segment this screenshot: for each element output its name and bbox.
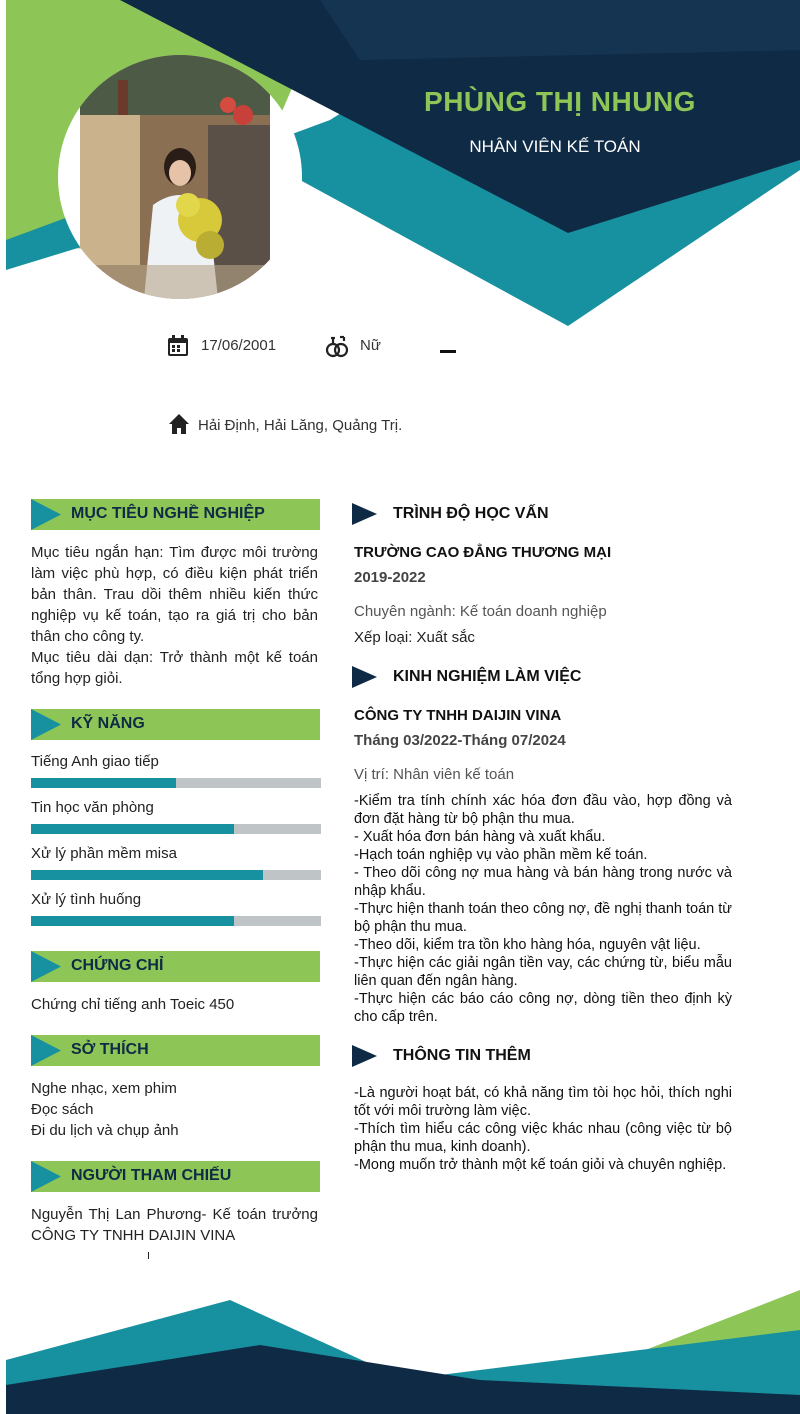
skill-label: Xử lý phần mềm misa (31, 845, 177, 862)
section-title: NGƯỜI THAM CHIẾU (71, 1167, 232, 1184)
skill-bar (31, 778, 321, 788)
section-career-goal-header (31, 499, 320, 530)
hobby-item: Đi du lịch và chụp ảnh (31, 1122, 179, 1139)
skill-bar-fill (31, 778, 176, 788)
section-reference-header (31, 1161, 320, 1192)
hobbies-list (31, 1078, 320, 1141)
company-name: CÔNG TY TNHH DAIJIN VINA (354, 707, 562, 724)
duty-item: -Theo dõi, kiểm tra tồn kho hàng hóa, nguyên vật liệu. (354, 937, 701, 953)
education-major: Chuyên ngành: Kế toán doanh nghiệp (354, 603, 607, 620)
experience-position: Vị trí: Nhân viên kế toán (354, 766, 515, 783)
duty-item: - Theo dõi công nợ mua hàng và bán hàng trong nước và nhập khẩu. (354, 865, 732, 899)
skill-bar (31, 916, 321, 926)
extra-item: -Mong muốn trở thành một kế toán giỏi và chuyên nghiệp. (354, 1157, 727, 1173)
skill-label: Xử lý tình huống (31, 891, 142, 908)
section-triangle-icon (352, 1045, 378, 1075)
section-title: MỤC TIÊU NGHỀ NGHIỆP (71, 505, 265, 522)
career-goal-short-term: Mục tiêu ngắn hạn: Tìm được môi trường làm việc phù hợp, có điều kiện phát triển bản thân. Trau dồi thêm nhiều kiến thức nghiệp vụ kế toán, tạo ra giá trị cho bản thân cho công ty. (31, 544, 318, 645)
section-certificates-header (31, 951, 320, 982)
reference-text: Nguyễn Thị Lan Phương- Kế toán trưởng CÔNG TY TNHH DAIJIN VINA (31, 1206, 318, 1244)
duty-item: -Thực hiện thanh toán theo công nợ, đề nghị thanh toán từ bộ phận thu mua. (354, 901, 732, 935)
calendar-icon (167, 335, 189, 362)
extra-item: -Là người hoạt bát, có khả năng tìm tòi học hỏi, thích nghi tốt với môi trường làm việc. (354, 1085, 732, 1119)
education-rank: Xếp loại: Xuất sắc (354, 629, 475, 646)
skill-label: Tiếng Anh giao tiếp (31, 753, 159, 770)
section-hobbies-header (31, 1035, 320, 1066)
extra-item: -Thích tìm hiểu các công việc khác nhau (công việc từ bộ phận thu mua, kinh doanh). (354, 1121, 732, 1155)
extra-info-list (354, 1084, 732, 1174)
section-triangle-icon (31, 951, 61, 982)
gender-icon (325, 335, 349, 364)
birth-date: 17/06/2001 (201, 337, 277, 354)
section-triangle-icon (31, 709, 61, 740)
skill-bar (31, 824, 321, 834)
address: Hải Định, Hải Lăng, Quảng Trị. (198, 417, 403, 434)
hobby-item: Đọc sách (31, 1101, 94, 1118)
section-skills-header (31, 709, 320, 740)
skill-bar-fill (31, 870, 263, 880)
section-title: SỞ THÍCH (71, 1041, 149, 1058)
section-triangle-icon (352, 666, 378, 696)
experience-duties (354, 792, 732, 1026)
skill-bar (31, 870, 321, 880)
candidate-name: PHÙNG THỊ NHUNG (424, 86, 696, 117)
duty-item: -Thực hiện các báo cáo công nợ, dòng tiền theo định kỳ cho cấp trên. (354, 991, 732, 1025)
certificate-item: Chứng chỉ tiếng anh Toeic 450 (31, 996, 235, 1013)
duty-item: - Xuất hóa đơn bán hàng và xuất khẩu. (354, 829, 606, 845)
skill-label: Tin học văn phòng (31, 799, 154, 816)
home-icon (168, 413, 190, 440)
duty-item: -Thực hiện các giải ngân tiền vay, các chứng từ, biểu mẫu liên quan đến ngân hàng. (354, 955, 732, 989)
school-name: TRƯỜNG CAO ĐẲNG THƯƠNG MẠI (354, 544, 612, 561)
skill-bar-fill (31, 916, 234, 926)
duty-item: -Hạch toán nghiệp vụ vào phần mềm kế toán. (354, 847, 648, 863)
section-title: CHỨNG CHỈ (71, 957, 164, 974)
gender: Nữ (360, 337, 381, 354)
cursor-mark (148, 1252, 149, 1259)
section-title: TRÌNH ĐỘ HỌC VẤN (393, 505, 549, 522)
section-title: KỸ NĂNG (71, 715, 145, 732)
section-triangle-icon (31, 1161, 61, 1192)
job-title: NHÂN VIÊN KẾ TOÁN (469, 137, 641, 156)
career-goal-text (31, 542, 318, 689)
section-triangle-icon (31, 1035, 61, 1066)
duty-item: -Kiểm tra tính chính xác hóa đơn đầu vào, hợp đồng và đơn đặt hàng từ bộ phận thu mua. (354, 793, 732, 827)
section-title: KINH NGHIỆM LÀM VIỆC (393, 668, 582, 685)
section-triangle-icon (352, 503, 378, 533)
skill-bar-fill (31, 824, 234, 834)
divider-mark (440, 350, 456, 353)
experience-period: Tháng 03/2022-Tháng 07/2024 (354, 732, 566, 749)
section-triangle-icon (31, 499, 61, 530)
education-years: 2019-2022 (354, 569, 426, 586)
career-goal-long-term: Mục tiêu dài dạn: Trở thành một kế toán tổng hợp giỏi. (31, 649, 318, 687)
section-title: THÔNG TIN THÊM (393, 1047, 531, 1064)
profile-photo (58, 55, 302, 299)
hobby-item: Nghe nhạc, xem phim (31, 1080, 177, 1097)
